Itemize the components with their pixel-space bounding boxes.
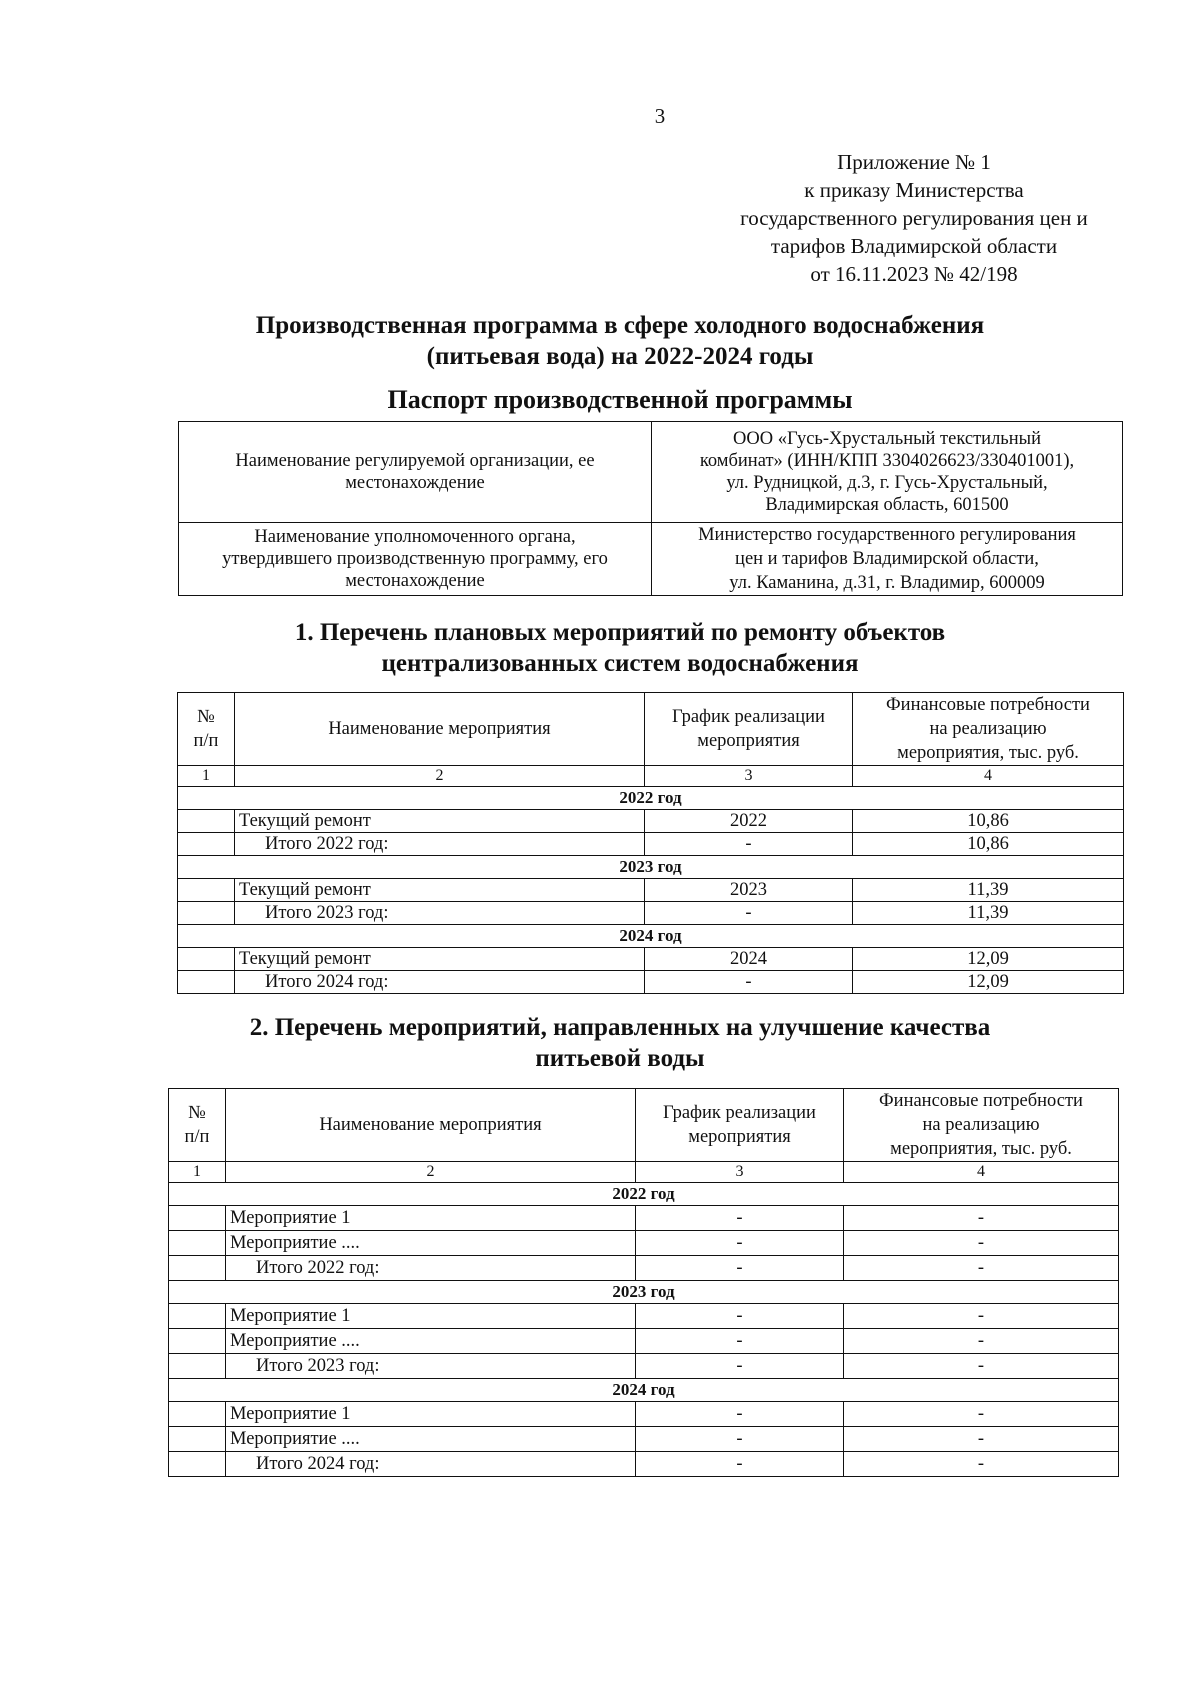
activity-finance: - xyxy=(844,1402,1119,1427)
table-header-row xyxy=(169,1089,1119,1162)
activity-finance: 10,86 xyxy=(853,833,1124,856)
header-name: Наименование мероприятия xyxy=(226,1089,636,1162)
table-row xyxy=(169,1354,1119,1379)
header-finance: Финансовые потребности на реализацию мероприятия, тыс. руб. xyxy=(844,1089,1119,1162)
year-row xyxy=(169,1183,1119,1206)
activity-schedule: - xyxy=(636,1256,844,1281)
column-number: 3 xyxy=(645,766,853,787)
appendix-line: от 16.11.2023 № 42/198 xyxy=(810,262,1018,286)
activity-name: Итого 2024 год: xyxy=(235,971,645,994)
passport-value-line: ул. Рудницкой, д.3, г. Гусь-Хрустальный, xyxy=(726,473,1048,493)
column-number: 4 xyxy=(853,766,1124,787)
activity-finance: 11,39 xyxy=(853,902,1124,925)
activity-name: Мероприятие 1 xyxy=(226,1402,636,1427)
section1-heading-line: 1. Перечень плановых мероприятий по ремонту объектов xyxy=(294,619,946,646)
appendix-line: государственного регулирования цен и xyxy=(740,206,1088,230)
activity-name: Мероприятие 1 xyxy=(226,1206,636,1231)
activity-schedule: - xyxy=(645,971,853,994)
table-row xyxy=(169,1304,1119,1329)
activity-finance: - xyxy=(844,1354,1119,1379)
activity-schedule: - xyxy=(636,1206,844,1231)
table-row xyxy=(169,1402,1119,1427)
appendix-line: к приказу Министерства xyxy=(804,178,1024,202)
table-row xyxy=(169,1329,1119,1354)
passport-label-line: утвердившего производственную программу, его xyxy=(222,549,608,569)
year-label: 2022 год xyxy=(178,787,1124,810)
passport-value-line: ул. Каманина, д.31, г. Владимир, 600009 xyxy=(729,573,1045,593)
activity-name: Текущий ремонт xyxy=(235,948,645,971)
activity-schedule: - xyxy=(636,1427,844,1452)
passport-label-line: Наименование регулируемой организации, ее xyxy=(235,451,595,471)
activity-name: Итого 2022 год: xyxy=(235,833,645,856)
passport-heading: Паспорт производственной программы xyxy=(387,385,853,414)
passport-row xyxy=(179,422,1123,523)
repair-activities-table xyxy=(177,692,1124,994)
table-row xyxy=(178,971,1124,994)
activity-schedule: - xyxy=(636,1402,844,1427)
table-row xyxy=(169,1206,1119,1231)
activity-finance: - xyxy=(844,1452,1119,1477)
appendix-line: Приложение № 1 xyxy=(837,150,991,174)
passport-value-line: комбинат» (ИНН/КПП 3304026623/330401001), xyxy=(699,451,1075,471)
year-label: 2023 год xyxy=(169,1281,1119,1304)
section2-heading-line: 2. Перечень мероприятий, направленных на улучшение качества xyxy=(249,1014,991,1041)
activity-schedule: - xyxy=(636,1231,844,1256)
section1-heading xyxy=(200,617,1040,679)
activity-finance: 12,09 xyxy=(853,971,1124,994)
year-row xyxy=(169,1379,1119,1402)
passport-value xyxy=(652,422,1123,523)
passport-value xyxy=(652,523,1123,596)
activity-name: Итого 2024 год: xyxy=(226,1452,636,1477)
passport-table xyxy=(178,421,1123,596)
activity-name: Итого 2023 год: xyxy=(235,902,645,925)
activity-schedule: - xyxy=(636,1329,844,1354)
year-row xyxy=(178,787,1124,810)
document-title-line: (питьевая вода) на 2022-2024 годы xyxy=(426,343,814,370)
year-row xyxy=(169,1281,1119,1304)
header-finance: Финансовые потребности на реализацию мероприятия, тыс. руб. xyxy=(853,693,1124,766)
column-number: 1 xyxy=(178,766,235,787)
year-row xyxy=(178,856,1124,879)
activity-name: Текущий ремонт xyxy=(235,810,645,833)
column-number: 3 xyxy=(636,1162,844,1183)
header-name: Наименование мероприятия xyxy=(235,693,645,766)
passport-label xyxy=(179,523,652,596)
appendix-line: тарифов Владимирской области xyxy=(770,234,1058,258)
activity-schedule: - xyxy=(636,1304,844,1329)
column-number-row xyxy=(178,766,1124,787)
activity-finance: - xyxy=(844,1206,1119,1231)
header-schedule: График реализации мероприятия xyxy=(645,693,853,766)
year-row xyxy=(178,925,1124,948)
activity-finance: - xyxy=(844,1304,1119,1329)
water-quality-activities-table xyxy=(168,1088,1119,1477)
activity-finance: - xyxy=(844,1427,1119,1452)
table-row xyxy=(178,948,1124,971)
activity-name: Мероприятие .... xyxy=(226,1231,636,1256)
activity-name: Итого 2023 год: xyxy=(226,1354,636,1379)
appendix-block xyxy=(714,148,1114,288)
activity-finance: 10,86 xyxy=(853,810,1124,833)
activity-name: Мероприятие .... xyxy=(226,1427,636,1452)
activity-schedule: - xyxy=(645,902,853,925)
column-number: 2 xyxy=(226,1162,636,1183)
header-schedule: График реализации мероприятия xyxy=(636,1089,844,1162)
passport-value-line: ООО «Гусь-Хрустальный текстильный xyxy=(733,429,1041,449)
year-label: 2023 год xyxy=(178,856,1124,879)
column-number: 1 xyxy=(169,1162,226,1183)
passport-value-line: Владимирская область, 601500 xyxy=(765,495,1009,515)
column-number-row xyxy=(169,1162,1119,1183)
page-number: 3 xyxy=(654,104,666,128)
passport-label-line: Наименование уполномоченного органа, xyxy=(254,527,576,547)
table-row xyxy=(169,1231,1119,1256)
document-title-line: Производственная программа в сфере холодного водоснабжения xyxy=(255,312,985,339)
activity-schedule: 2022 xyxy=(645,810,853,833)
column-number: 2 xyxy=(235,766,645,787)
activity-finance: - xyxy=(844,1231,1119,1256)
header-num: № п/п xyxy=(178,693,235,766)
year-label: 2022 год xyxy=(169,1183,1119,1206)
activity-finance: 12,09 xyxy=(853,948,1124,971)
activity-name: Мероприятие 1 xyxy=(226,1304,636,1329)
column-number: 4 xyxy=(844,1162,1119,1183)
table-row xyxy=(178,810,1124,833)
activity-name: Текущий ремонт xyxy=(235,879,645,902)
section2-heading-line: питьевой воды xyxy=(535,1045,705,1072)
activity-finance: - xyxy=(844,1256,1119,1281)
activity-schedule: - xyxy=(636,1452,844,1477)
activity-finance: - xyxy=(844,1329,1119,1354)
activity-schedule: 2023 xyxy=(645,879,853,902)
header-num: № п/п xyxy=(169,1089,226,1162)
table-header-row xyxy=(178,693,1124,766)
section2-heading xyxy=(200,1012,1040,1074)
table-row xyxy=(178,879,1124,902)
passport-label-line: местонахождение xyxy=(345,473,485,493)
table-row xyxy=(178,902,1124,925)
activity-name: Итого 2022 год: xyxy=(226,1256,636,1281)
table-row xyxy=(169,1452,1119,1477)
passport-label xyxy=(179,422,652,523)
activity-schedule: - xyxy=(645,833,853,856)
table-row xyxy=(178,833,1124,856)
section1-heading-line: централизованных систем водоснабжения xyxy=(381,650,859,677)
activity-schedule: 2024 xyxy=(645,948,853,971)
table-row xyxy=(169,1427,1119,1452)
passport-value-line: Министерство государственного регулирования xyxy=(698,525,1076,545)
year-label: 2024 год xyxy=(178,925,1124,948)
document-title xyxy=(200,310,1040,372)
activity-finance: 11,39 xyxy=(853,879,1124,902)
activity-name: Мероприятие .... xyxy=(226,1329,636,1354)
passport-label-line: местонахождение xyxy=(345,571,485,591)
passport-value-line: цен и тарифов Владимирской области, xyxy=(735,549,1039,569)
activity-schedule: - xyxy=(636,1354,844,1379)
year-label: 2024 год xyxy=(169,1379,1119,1402)
passport-row xyxy=(179,523,1123,596)
table-row xyxy=(169,1256,1119,1281)
